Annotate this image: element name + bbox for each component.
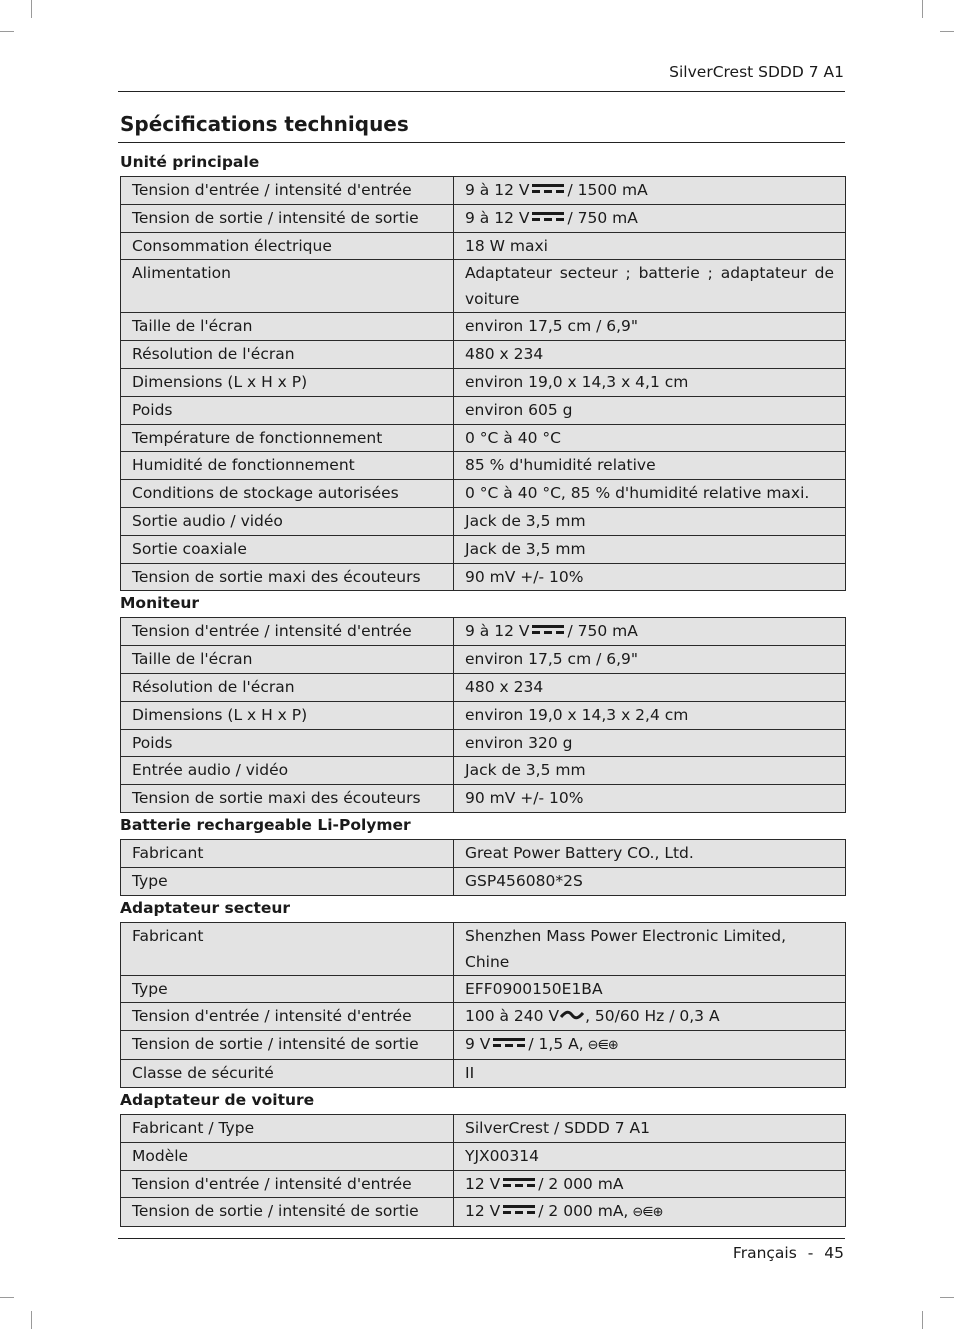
table-row	[121, 313, 846, 341]
spec-value	[454, 1170, 846, 1198]
spec-label: Tension d'entrée / intensité d'entrée	[121, 1170, 454, 1198]
spec-value	[454, 922, 846, 975]
dc-current-icon	[532, 183, 564, 195]
spec-value-suffix: / 2 000 mA,	[538, 1202, 629, 1221]
polarity-icon: ⊖⋹⊕	[587, 1038, 618, 1054]
spec-value-text: 18 W maxi	[465, 236, 548, 255]
table-row	[121, 1198, 846, 1227]
spec-value-text: Jack de 3,5 mm	[465, 761, 586, 780]
spec-label: Tension d'entrée / intensité d'entrée	[121, 177, 454, 205]
spec-label: Type	[121, 975, 454, 1003]
spec-value	[454, 204, 846, 232]
table-row	[121, 535, 846, 563]
spec-value-text: 0 °C à 40 °C	[465, 428, 561, 447]
crop-mark	[922, 0, 923, 18]
spec-value	[454, 701, 846, 729]
spec-table	[120, 617, 846, 813]
spec-label: Consommation électrique	[121, 232, 454, 260]
footer-separator: -	[807, 1244, 814, 1262]
spec-value-text: 9 à 12 V	[465, 181, 530, 199]
spec-value	[454, 975, 846, 1003]
spec-value	[454, 232, 846, 260]
spec-value	[454, 424, 846, 452]
spec-label: Taille de l'écran	[121, 313, 454, 341]
crop-mark	[31, 1311, 32, 1329]
dc-current-icon	[493, 1037, 525, 1049]
spec-value-text: Great Power Battery CO., Ltd.	[465, 843, 694, 862]
spec-value-text: 90 mV +/- 10%	[465, 789, 584, 808]
table-row	[121, 1142, 846, 1170]
spec-value-text: environ 605 g	[465, 400, 573, 419]
table-row	[121, 1003, 846, 1031]
spec-label: Résolution de l'écran	[121, 673, 454, 701]
spec-label: Fabricant	[121, 839, 454, 867]
spec-value-text: 9 V	[465, 1035, 491, 1054]
table-row	[121, 177, 846, 205]
table-row	[121, 341, 846, 369]
spec-value-text: Shenzhen Mass Power Electronic Limited, Chine	[465, 926, 787, 971]
spec-value-text: II	[465, 1064, 475, 1083]
page-footer	[733, 1244, 844, 1262]
crop-mark	[940, 1297, 954, 1298]
table-row	[121, 452, 846, 480]
table-row	[121, 204, 846, 232]
title-rule	[118, 142, 845, 143]
spec-label: Tension d'entrée / intensité d'entrée	[121, 1003, 454, 1031]
page-title: Spécifications techniques	[120, 112, 409, 136]
spec-value	[454, 785, 846, 813]
spec-value	[454, 646, 846, 674]
spec-label: Alimentation	[121, 260, 454, 313]
spec-value	[454, 341, 846, 369]
dc-current-icon	[503, 1177, 535, 1189]
footer-rule	[118, 1238, 845, 1239]
spec-value-text: 90 mV +/- 10%	[465, 567, 584, 586]
spec-table	[120, 1114, 846, 1227]
spec-value-text: environ 320 g	[465, 733, 573, 752]
dc-current-icon	[503, 1204, 535, 1216]
spec-value	[454, 260, 846, 313]
polarity-icon: ⊖⋹⊕	[632, 1205, 663, 1221]
header-product: SilverCrest SDDD 7 A1	[669, 63, 844, 81]
spec-value	[454, 867, 846, 895]
table-row	[121, 757, 846, 785]
spec-value-text: GSP456080*2S	[465, 871, 583, 890]
spec-value-text: environ 19,0 x 14,3 x 2,4 cm	[465, 705, 689, 724]
spec-value-suffix: / 1,5 A,	[528, 1035, 584, 1054]
spec-value-text: YJX00314	[465, 1146, 539, 1165]
section-title: Batterie rechargeable Li-Polymer	[120, 815, 411, 834]
spec-value	[454, 839, 846, 867]
spec-value-text: SilverCrest / SDDD 7 A1	[465, 1118, 650, 1137]
spec-value-text: Adaptateur secteur ; batterie ; adaptateur de voiture	[465, 264, 834, 309]
spec-value-text: 9 à 12 V	[465, 622, 530, 641]
spec-value	[454, 1114, 846, 1142]
spec-value-text: 100 à 240 V	[465, 1007, 560, 1026]
spec-label: Fabricant	[121, 922, 454, 975]
crop-mark	[922, 1311, 923, 1329]
spec-value	[454, 1142, 846, 1170]
spec-label: Température de fonctionnement	[121, 424, 454, 452]
spec-value	[454, 729, 846, 757]
spec-value	[454, 368, 846, 396]
spec-value	[454, 480, 846, 508]
spec-label: Résolution de l'écran	[121, 341, 454, 369]
table-row	[121, 232, 846, 260]
table-row	[121, 1031, 846, 1060]
section-title: Moniteur	[120, 594, 200, 613]
table-row	[121, 867, 846, 895]
spec-value	[454, 563, 846, 591]
spec-label: Tension de sortie maxi des écouteurs	[121, 785, 454, 813]
spec-value-text: Jack de 3,5 mm	[465, 511, 586, 530]
table-row	[121, 975, 846, 1003]
spec-value	[454, 1003, 846, 1031]
spec-label: Poids	[121, 729, 454, 757]
spec-value	[454, 507, 846, 535]
spec-value-text: Jack de 3,5 mm	[465, 539, 586, 558]
spec-value-suffix: / 750 mA	[567, 208, 638, 227]
ac-current-icon	[560, 1010, 584, 1020]
dc-current-icon	[532, 211, 564, 223]
table-row	[121, 563, 846, 591]
table-row	[121, 1060, 846, 1088]
crop-mark	[31, 0, 32, 18]
table-row	[121, 839, 846, 867]
spec-value-suffix: / 2 000 mA	[538, 1174, 624, 1193]
spec-value-text: 480 x 234	[465, 677, 544, 696]
crop-mark	[940, 31, 954, 32]
spec-label: Type	[121, 867, 454, 895]
table-row	[121, 618, 846, 646]
spec-value	[454, 618, 846, 646]
section-title: Adaptateur secteur	[120, 898, 291, 917]
table-row	[121, 673, 846, 701]
table-row	[121, 729, 846, 757]
table-row	[121, 646, 846, 674]
spec-value	[454, 452, 846, 480]
spec-value	[454, 1198, 846, 1227]
spec-label: Modèle	[121, 1142, 454, 1170]
spec-value	[454, 1060, 846, 1088]
spec-value-text: 9 à 12 V	[465, 208, 530, 227]
header-rule	[118, 91, 845, 92]
spec-label: Sortie coaxiale	[121, 535, 454, 563]
spec-label: Classe de sécurité	[121, 1060, 454, 1088]
spec-value-text: 0 °C à 40 °C, 85 % d'humidité relative maxi.	[465, 484, 810, 503]
table-row	[121, 368, 846, 396]
spec-label: Dimensions (L x H x P)	[121, 368, 454, 396]
spec-label: Conditions de stockage autorisées	[121, 480, 454, 508]
spec-label: Tension d'entrée / intensité d'entrée	[121, 618, 454, 646]
spec-label: Fabricant / Type	[121, 1114, 454, 1142]
table-row	[121, 260, 846, 313]
spec-value	[454, 757, 846, 785]
spec-table	[120, 922, 846, 1088]
dc-current-icon	[532, 624, 564, 636]
spec-label: Tension de sortie / intensité de sortie	[121, 204, 454, 232]
footer-language: Français	[732, 1244, 797, 1262]
spec-label: Taille de l'écran	[121, 646, 454, 674]
spec-value	[454, 673, 846, 701]
spec-value-text: environ 17,5 cm / 6,9"	[465, 317, 639, 336]
spec-label: Tension de sortie / intensité de sortie	[121, 1031, 454, 1060]
section-title: Adaptateur de voiture	[120, 1090, 315, 1109]
page-number: 45	[824, 1244, 844, 1262]
spec-value	[454, 396, 846, 424]
spec-value-text: environ 19,0 x 14,3 x 4,1 cm	[465, 372, 689, 391]
spec-table	[120, 839, 846, 896]
spec-value	[454, 1031, 846, 1060]
spec-value-suffix: / 750 mA	[567, 622, 638, 641]
spec-value-text: EFF0900150E1BA	[465, 979, 603, 998]
spec-value	[454, 535, 846, 563]
table-row	[121, 922, 846, 975]
table-row	[121, 480, 846, 508]
crop-mark	[0, 31, 14, 32]
spec-value-text: 85 % d'humidité relative	[465, 456, 656, 475]
spec-label: Tension de sortie / intensité de sortie	[121, 1198, 454, 1227]
spec-content	[120, 150, 846, 1227]
spec-value	[454, 177, 846, 205]
table-row	[121, 1170, 846, 1198]
spec-label: Entrée audio / vidéo	[121, 757, 454, 785]
crop-mark	[0, 1297, 14, 1298]
spec-value-suffix: , 50/60 Hz / 0,3 A	[585, 1007, 720, 1026]
spec-value-text: 480 x 234	[465, 345, 544, 364]
spec-value-text: 12 V	[465, 1174, 501, 1193]
spec-value-text: 12 V	[465, 1202, 501, 1221]
spec-value-text: environ 17,5 cm / 6,9"	[465, 650, 639, 669]
spec-label: Dimensions (L x H x P)	[121, 701, 454, 729]
table-row	[121, 785, 846, 813]
table-row	[121, 396, 846, 424]
spec-value-suffix: / 1500 mA	[567, 181, 648, 199]
table-row	[121, 507, 846, 535]
section-title: Unité principale	[120, 153, 260, 171]
table-row	[121, 701, 846, 729]
spec-label: Poids	[121, 396, 454, 424]
spec-label: Humidité de fonctionnement	[121, 452, 454, 480]
table-row	[121, 424, 846, 452]
spec-label: Sortie audio / vidéo	[121, 507, 454, 535]
spec-label: Tension de sortie maxi des écouteurs	[121, 563, 454, 591]
spec-table	[120, 176, 846, 591]
spec-value	[454, 313, 846, 341]
table-row	[121, 1114, 846, 1142]
